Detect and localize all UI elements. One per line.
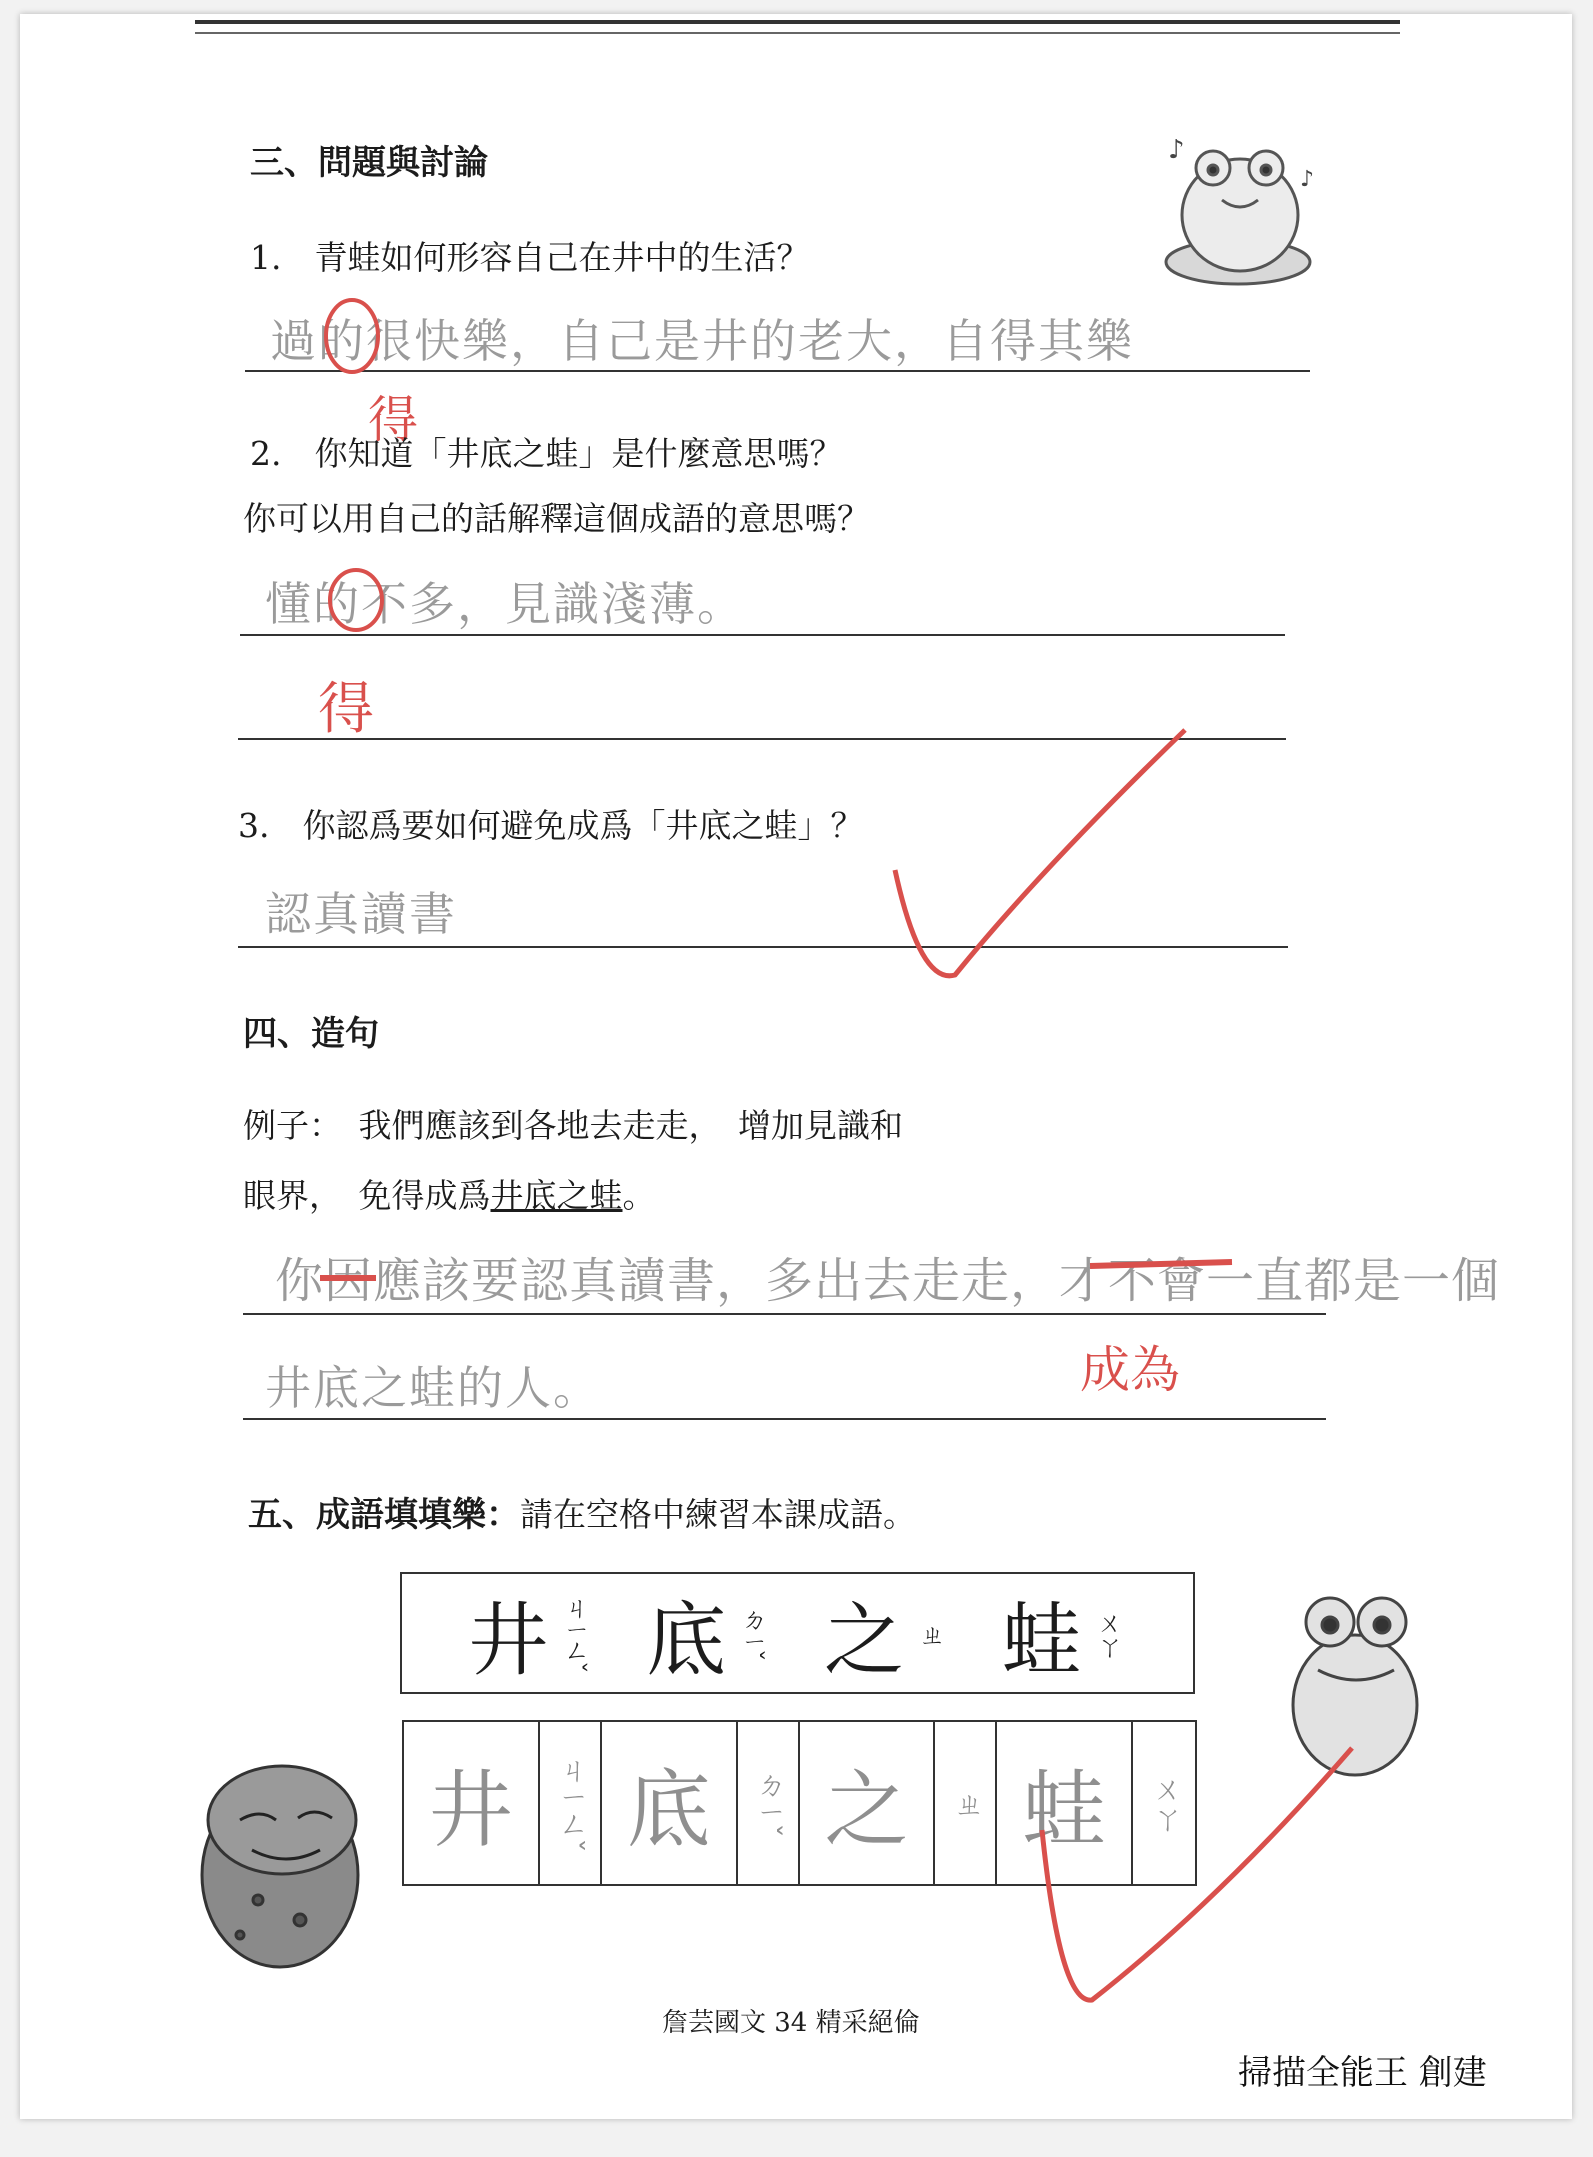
section5-heading: 五、成語填填樂： — [248, 1495, 520, 1535]
sentence-answer-line2: 井底之蛙的人。 — [265, 1361, 601, 1415]
char: 井 — [468, 1593, 549, 1687]
question-2-line2: 你可以用自己的話解釋這個成語的意思嗎？ — [243, 499, 870, 538]
written-char: 之 — [824, 1760, 909, 1859]
char: 之 — [823, 1593, 904, 1687]
correction-1: 得 — [368, 391, 418, 449]
sentence-answer-line1: 你因應該要認真讀書，多出去走走，才不會一直都是一個 — [275, 1253, 1501, 1309]
answer-3: 認真讀書 — [265, 887, 457, 941]
written-char: 蛙 — [1022, 1760, 1107, 1859]
answer-2: 懂的不多，見識淺薄。 — [265, 577, 745, 631]
toad-icon — [202, 1766, 358, 1967]
zhuyin: ㄓ — [914, 1621, 945, 1645]
example-line-1: 例子： 我們應該到各地去走走， 增加見識和 — [243, 1106, 903, 1145]
section5-instruction: 請在空格中練習本課成語。 — [520, 1495, 916, 1534]
example-text: 眼界， 免得成爲 — [243, 1176, 491, 1215]
written-char: 底 — [626, 1760, 711, 1859]
answer-1: 過的很快樂，自己是井的老大，自得其樂 — [270, 314, 1134, 368]
question-2-line1: 2. 你知道「井底之蛙」是什麼意思嗎？ — [250, 434, 843, 473]
correction-2: 得 — [318, 677, 374, 742]
scanner-watermark: 掃描全能王 創建 — [1238, 2053, 1487, 2093]
zhuyin: ㄉㄧˇ — [737, 1606, 768, 1660]
written-zhuyin: ㄨㄚ — [1147, 1773, 1183, 1833]
frog-icon — [1166, 135, 1314, 284]
written-zhuyin: ㄉㄧˇ — [750, 1768, 786, 1838]
written-zhuyin: ㄓ — [948, 1788, 984, 1818]
frog-icon — [1293, 1598, 1417, 1775]
music-note-icon: ♪ — [1168, 135, 1185, 165]
char: 蛙 — [1001, 1593, 1082, 1687]
question-3: 3. 你認爲要如何避免成爲「井底之蛙」？ — [238, 806, 864, 845]
correction-4: 成為 — [1080, 1341, 1180, 1399]
section4-heading: 四、造句 — [243, 1014, 379, 1054]
zhuyin: ㄨㄚ — [1092, 1609, 1123, 1657]
music-note-icon: ♪ — [1300, 167, 1315, 192]
written-zhuyin: ㄐㄧㄥˇ — [552, 1753, 588, 1853]
char: 底 — [646, 1593, 727, 1687]
zhuyin: ㄐㄧㄥˇ — [559, 1594, 590, 1672]
written-char: 井 — [428, 1760, 513, 1859]
teacher-marks — [320, 300, 1352, 2000]
example-idiom: 井底之蛙 — [490, 1176, 623, 1215]
question-1: 1. 青蛙如何形容自己在井中的生活？ — [250, 238, 810, 277]
page-footer: 詹芸國文 34 精采絕倫 — [662, 2008, 920, 2038]
example-end: 。 — [622, 1176, 656, 1215]
section3-heading: 三、問題與討論 — [250, 143, 488, 183]
